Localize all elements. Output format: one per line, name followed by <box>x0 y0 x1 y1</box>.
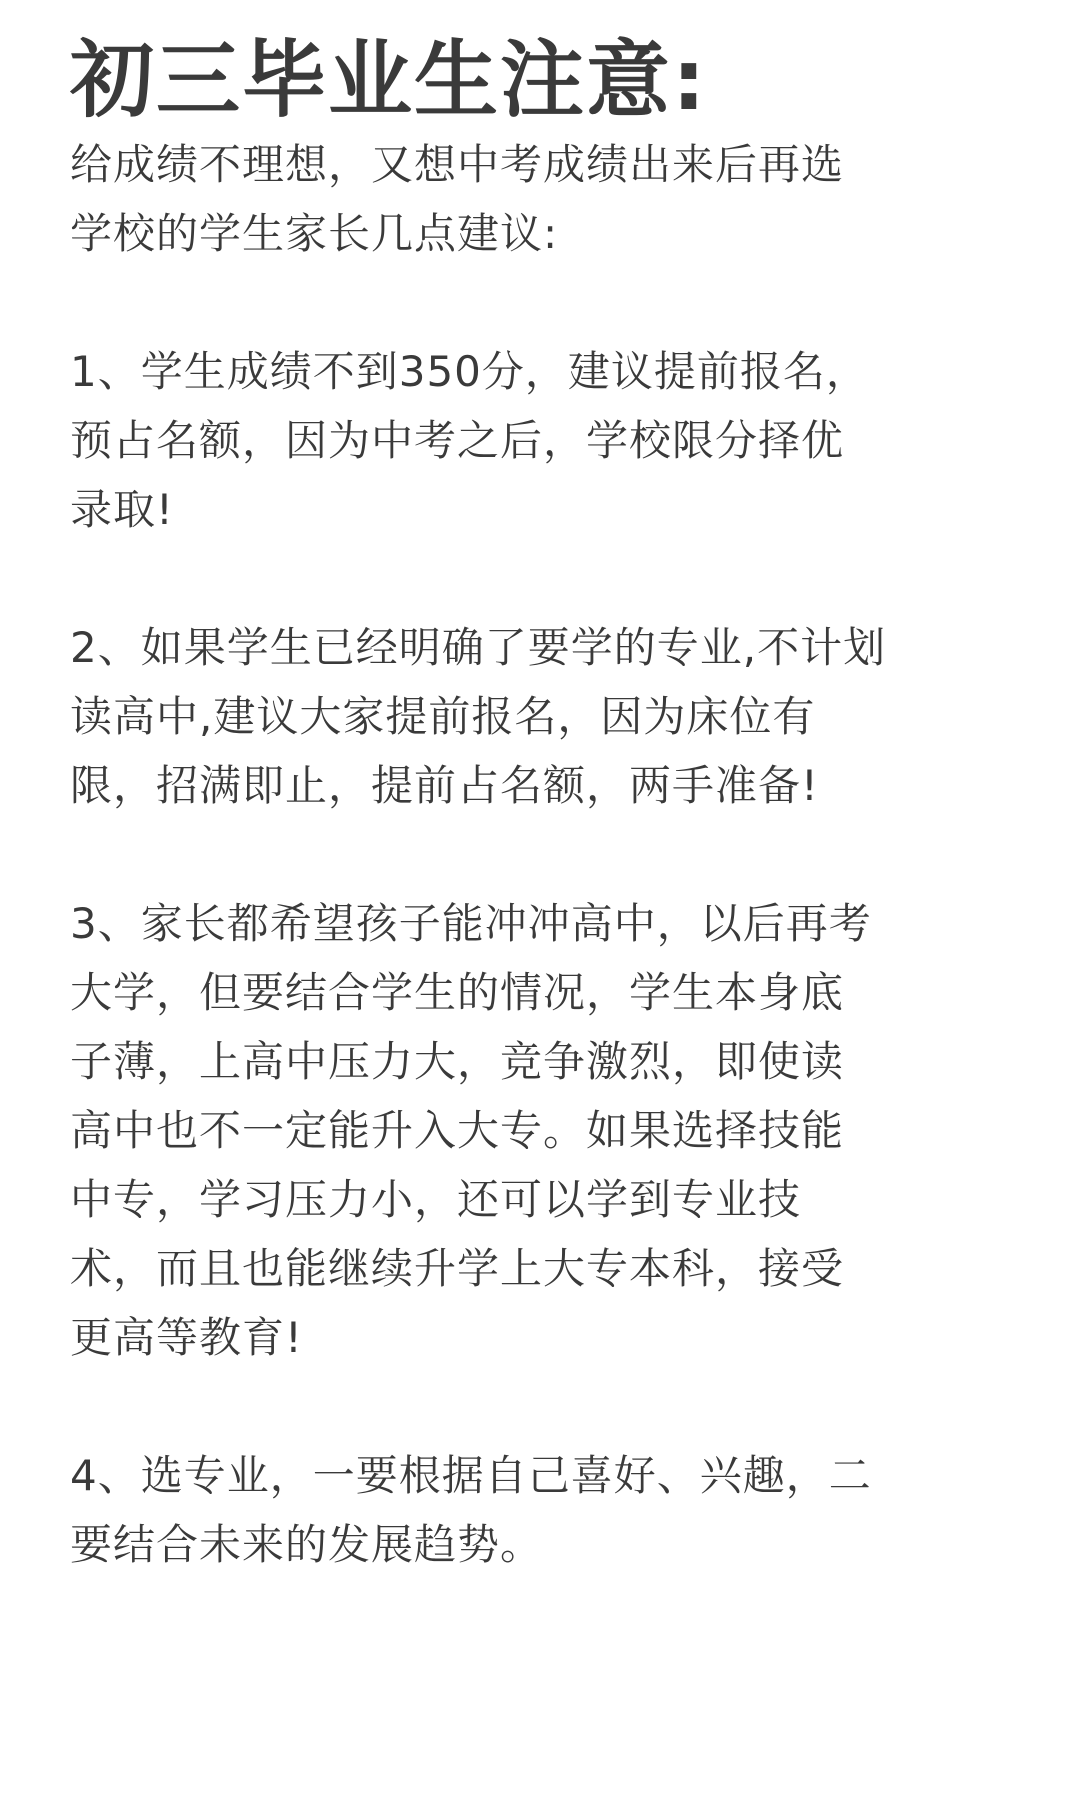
point-2 <box>70 613 1030 820</box>
text-line: 给成绩不理想，又想中考成绩出来后再选 <box>70 140 845 189</box>
text-line: 学校的学生家长几点建议: <box>70 209 559 258</box>
text-line: 读高中,建议大家提前报名，因为床位有 <box>70 692 816 741</box>
point-4 <box>70 1441 1030 1579</box>
paragraph-gap <box>70 1372 1030 1441</box>
text-line: 更高等教育! <box>70 1313 303 1362</box>
paragraph-gap <box>70 820 1030 889</box>
text-line: 预占名额，因为中考之后，学校限分择优 <box>70 416 845 465</box>
text-line: 大学，但要结合学生的情况，学生本身底 <box>70 968 845 1017</box>
text-line: 高中也不一定能升入大专。如果选择技能 <box>70 1106 845 1155</box>
paragraph-gap <box>70 268 1030 337</box>
text-line: 录取! <box>70 485 174 534</box>
point-3 <box>70 889 1030 1372</box>
text-line: 3、家长都希望孩子能冲冲高中，以后再考 <box>70 899 872 948</box>
text-line: 1、学生成绩不到350分，建议提前报名， <box>70 347 869 396</box>
article <box>70 30 1030 1579</box>
text-line: 4、选专业，一要根据自己喜好、兴趣，二 <box>70 1451 872 1500</box>
paragraph-gap <box>70 544 1030 613</box>
text-line: 中专，学习压力小，还可以学到专业技 <box>70 1175 802 1224</box>
text-line: 2、如果学生已经明确了要学的专业,不计划 <box>70 623 887 672</box>
text-line: 子薄，上高中压力大，竞争激烈，即使读 <box>70 1037 845 1086</box>
point-1 <box>70 337 1030 544</box>
page-title: 初三毕业生注意: <box>70 31 708 129</box>
text-line: 限，招满即止，提前占名额，两手准备! <box>70 761 819 810</box>
intro-paragraph <box>70 130 1030 268</box>
text-line: 术，而且也能继续升学上大专本科，接受 <box>70 1244 845 1293</box>
text-line: 要结合未来的发展趋势。 <box>70 1520 544 1569</box>
